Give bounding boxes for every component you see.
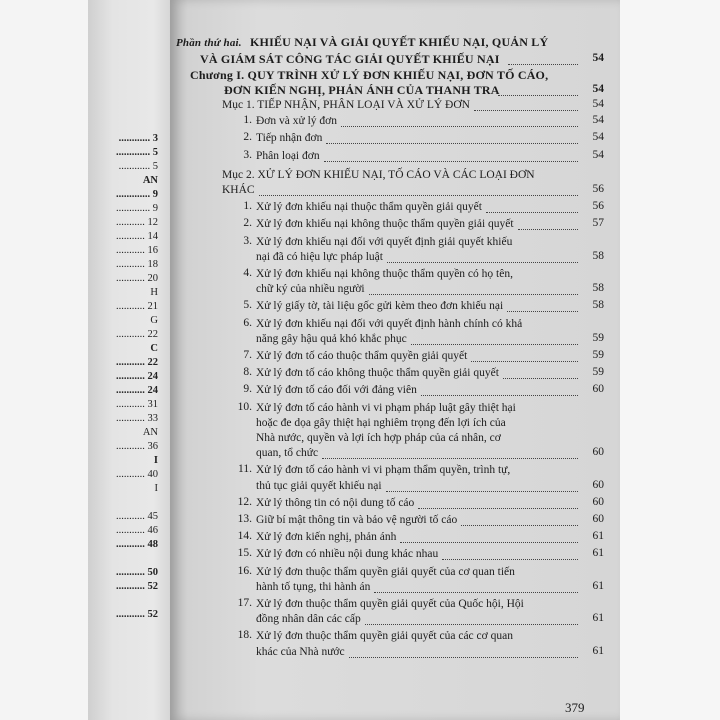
toc-item-number: 15. xyxy=(237,547,252,560)
toc-item-page: 61 xyxy=(592,644,604,657)
toc-item-number: 1. xyxy=(243,114,252,127)
left-page-fragment: ........... 48 xyxy=(116,539,158,550)
left-page-fragment: ........... 40 xyxy=(116,469,158,480)
left-page-fragment: ........... 52 xyxy=(116,609,158,620)
left-page-fragment: ............. 5 xyxy=(116,147,158,158)
toc-item-title: Xử lý đơn có nhiều nội dung khác nhau xyxy=(256,548,439,561)
toc-item-number: 2. xyxy=(243,131,252,144)
left-page-fragment: ........... 22 xyxy=(116,357,158,368)
toc-item-number: 18. xyxy=(237,629,252,642)
leader-dots xyxy=(324,160,578,162)
toc-item-page: 60 xyxy=(592,513,604,525)
toc-item-title: Xử lý đơn tố cáo hành vi vi phạm pháp luật gây thiệt hại xyxy=(256,401,516,414)
left-page-fragment: ........... 45 xyxy=(116,511,158,522)
left-page-fragment: I xyxy=(154,483,158,494)
left-page-fragment: ........... 20 xyxy=(116,273,158,284)
leader-dots xyxy=(349,656,578,658)
toc-item-page: 61 xyxy=(592,579,604,592)
toc-item-title: hoặc đe dọa gây thiệt hại nghiêm trọng đến lợi ích của xyxy=(256,416,506,429)
section-1-page: 54 xyxy=(592,98,604,110)
left-page-fragment: ............ 3 xyxy=(118,133,158,144)
toc-item-title: Xử lý đơn khiếu nại không thuộc thẩm quyền giải quyết xyxy=(256,218,514,231)
left-page-fragment: I xyxy=(153,455,158,466)
toc-item-page: 59 xyxy=(592,349,604,361)
toc-item-page: 58 xyxy=(592,249,604,262)
toc-item-title: Đơn và xử lý đơn xyxy=(256,115,337,128)
toc-item-number: 3. xyxy=(243,148,252,161)
toc-item-number: 3. xyxy=(243,234,252,247)
toc-item-title: Xử lý đơn thuộc thẩm quyền giải quyết của các cơ quan xyxy=(256,630,513,643)
left-page-fragment: C xyxy=(150,343,158,354)
toc-item-number: 8. xyxy=(243,366,252,379)
left-page-fragment: AN xyxy=(142,427,158,438)
toc-item-title: khác của Nhà nước xyxy=(256,645,345,658)
toc-item-page: 54 xyxy=(592,131,604,144)
toc-item-number: 2. xyxy=(243,217,252,230)
toc-item-title: Xử lý đơn tố cáo đối với đảng viên xyxy=(256,384,417,397)
toc-item-page: 60 xyxy=(592,478,604,491)
right-background xyxy=(620,0,720,720)
toc-item-page: 54 xyxy=(592,148,604,161)
toc-item-title: Giữ bí mật thông tin và bảo vệ người tố cáo xyxy=(256,514,458,526)
toc-item-title: Xử lý đơn khiếu nại đối với quyết định giải quyết khiếu xyxy=(256,235,513,248)
toc-item-number: 5. xyxy=(243,299,252,312)
left-page-fragment: ............. 9 xyxy=(116,189,158,200)
toc-item-number: 1. xyxy=(243,200,252,213)
left-page-fragment: AN xyxy=(142,175,158,186)
left-page-fragment: ............ 5 xyxy=(118,161,158,172)
part-title-line2: VÀ GIÁM SÁT CÔNG TÁC GIẢI QUYẾT KHIẾU NẠI xyxy=(200,52,500,66)
left-page-fragment: ........... 33 xyxy=(116,413,158,424)
toc-item-page: 61 xyxy=(592,530,604,543)
leader-dots xyxy=(411,343,578,345)
leader-dots xyxy=(486,211,578,213)
leader-dots xyxy=(326,142,578,144)
chapter-title-line2: ĐƠN KIẾN NGHỊ, PHẢN ÁNH CỦA THANH TRA xyxy=(224,83,500,97)
toc-item-title: đồng nhân dân các cấp xyxy=(256,613,361,626)
leader-dots xyxy=(508,63,578,65)
toc-item-number: 6. xyxy=(243,316,252,329)
leader-dots xyxy=(503,377,578,379)
left-page-fragment: ........... 16 xyxy=(116,245,158,256)
toc-item-title: hành tố tụng, thi hành án xyxy=(256,580,371,593)
section-2-title-line1: Mục 2. XỬ LÝ ĐƠN KHIẾU NẠI, TỐ CÁO VÀ CÁC LOẠI ĐƠN xyxy=(222,168,535,181)
part-prefix: Phần thứ hai. xyxy=(176,37,242,49)
page-number: 379 xyxy=(565,700,585,715)
toc-item-page: 60 xyxy=(592,446,604,459)
toc-item-title: năng gây hậu quả khó khắc phục xyxy=(256,332,407,345)
left-page-fragment: ........... 46 xyxy=(116,525,158,536)
toc-item-number: 9. xyxy=(243,383,252,396)
toc-item-page: 58 xyxy=(592,299,604,312)
toc-item-number: 4. xyxy=(243,267,252,279)
left-page-fragment: ............. 9 xyxy=(116,203,158,214)
toc-item-title: Xử lý đơn thuộc thẩm quyền giải quyết của Quốc hội, Hội xyxy=(256,598,524,610)
toc-item-number: 14. xyxy=(237,530,252,543)
section-1-title: Mục 1. TIẾP NHẬN, PHÂN LOẠI VÀ XỬ LÝ ĐƠN xyxy=(222,99,470,111)
leader-dots xyxy=(386,490,578,492)
leader-dots xyxy=(421,394,578,396)
leader-dots xyxy=(341,125,578,127)
leader-dots xyxy=(259,194,578,196)
left-page-fragment: H xyxy=(150,287,158,298)
toc-item-title: Phân loại đơn xyxy=(256,149,320,162)
toc-item-page: 60 xyxy=(592,495,604,508)
left-page-fragment: ........... 52 xyxy=(116,581,158,592)
left-page-fragment: ........... 22 xyxy=(116,329,158,340)
leader-dots xyxy=(471,360,578,362)
toc-item-page: 56 xyxy=(592,200,604,213)
left-page-fragment: ........... 31 xyxy=(116,399,158,410)
toc-item-title: Tiếp nhận đơn xyxy=(256,132,323,145)
toc-item-number: 12. xyxy=(237,495,252,508)
part-title-line1: KHIẾU NẠI VÀ GIẢI QUYẾT KHIẾU NẠI, QUẢN LÝ xyxy=(250,35,549,49)
leader-dots xyxy=(418,507,578,509)
left-page-fragment: ........... 36 xyxy=(116,441,158,452)
toc-item-title: Nhà nước, quyền và lợi ích hợp pháp của cá nhân, cơ xyxy=(256,432,501,444)
toc-item-page: 59 xyxy=(592,366,604,379)
toc-item-title: Xử lý thông tin có nội dung tố cáo xyxy=(256,496,415,509)
toc-item-title: Xử lý đơn thuộc thẩm quyền giải quyết của cơ quan tiến xyxy=(256,565,515,578)
part-page: 54 xyxy=(592,52,604,64)
toc-item-title: nại đã có hiệu lực pháp luật xyxy=(256,250,383,263)
toc-item-page: 54 xyxy=(592,114,604,127)
toc-item-title: Xử lý đơn tố cáo thuộc thẩm quyền giải quyết xyxy=(256,350,468,362)
toc-item-title: Xử lý đơn tố cáo hành vi vi phạm thẩm quyền, trình tự, xyxy=(256,464,511,477)
toc-item-number: 11. xyxy=(238,463,252,476)
toc-item-number: 16. xyxy=(237,564,252,577)
toc-item-number: 7. xyxy=(243,349,252,361)
toc-item-page: 60 xyxy=(592,383,604,396)
toc-content xyxy=(170,0,620,720)
section-2-page: 56 xyxy=(592,183,604,195)
toc-item-title: thủ tục giải quyết khiếu nại xyxy=(256,479,382,492)
left-page-fragment: ........... 24 xyxy=(116,371,158,382)
toc-item-title: Xử lý đơn kiến nghị, phản ánh xyxy=(256,531,397,544)
toc-item-number: 13. xyxy=(237,513,252,525)
left-page-fragment: ........... 12 xyxy=(116,217,158,228)
left-page-fragment: G xyxy=(150,315,158,326)
leader-dots xyxy=(474,109,578,111)
leader-dots xyxy=(365,623,578,625)
toc-item-page: 58 xyxy=(592,282,604,295)
left-page-fragment: ........... 21 xyxy=(116,301,158,312)
toc-item-number: 17. xyxy=(237,597,252,609)
leader-dots xyxy=(507,310,578,312)
toc-item-title: Xử lý đơn tố cáo không thuộc thẩm quyền giải quyết xyxy=(256,367,499,380)
left-page-fragment: ........... 14 xyxy=(116,231,158,242)
leader-dots xyxy=(461,524,578,526)
toc-item-number: 10. xyxy=(237,400,252,413)
left-page-fragment: ........... 50 xyxy=(116,567,158,578)
left-page-fragment: ........... 18 xyxy=(116,259,158,270)
toc-item-title: chữ ký của nhiều người xyxy=(256,283,365,296)
leader-dots xyxy=(400,541,578,543)
toc-item-page: 61 xyxy=(592,547,604,560)
leader-dots xyxy=(369,293,578,295)
toc-item-title: Xử lý đơn khiếu nại không thuộc thẩm quyền có họ tên, xyxy=(256,268,513,280)
chapter-title-line1: Chương I. QUY TRÌNH XỬ LÝ ĐƠN KHIẾU NẠI, ĐƠN TỐ CÁO, xyxy=(190,68,549,82)
leader-dots xyxy=(498,94,578,96)
leader-dots xyxy=(374,591,578,593)
left-page-edge xyxy=(88,0,170,720)
toc-item-title: quan, tổ chức xyxy=(256,447,319,460)
toc-item-title: Xử lý giấy tờ, tài liệu gốc gửi kèm theo đơn khiếu nại xyxy=(256,300,504,313)
toc-item-title: Xử lý đơn khiếu nại thuộc thẩm quyền giải quyết xyxy=(256,201,482,214)
leader-dots xyxy=(387,261,578,263)
leader-dots xyxy=(322,457,578,459)
section-2-title-line2: KHÁC xyxy=(222,184,255,196)
toc-item-title: Xử lý đơn khiếu nại đối với quyết định hành chính có khả xyxy=(256,317,523,330)
left-page-fragment: ........... 24 xyxy=(116,385,158,396)
toc-item-page: 61 xyxy=(592,612,604,625)
chapter-page: 54 xyxy=(592,83,604,95)
leader-dots xyxy=(442,558,578,560)
leader-dots xyxy=(518,228,578,230)
toc-item-page: 57 xyxy=(592,217,604,230)
table-of-contents-page xyxy=(170,0,620,720)
toc-item-page: 59 xyxy=(592,331,604,344)
